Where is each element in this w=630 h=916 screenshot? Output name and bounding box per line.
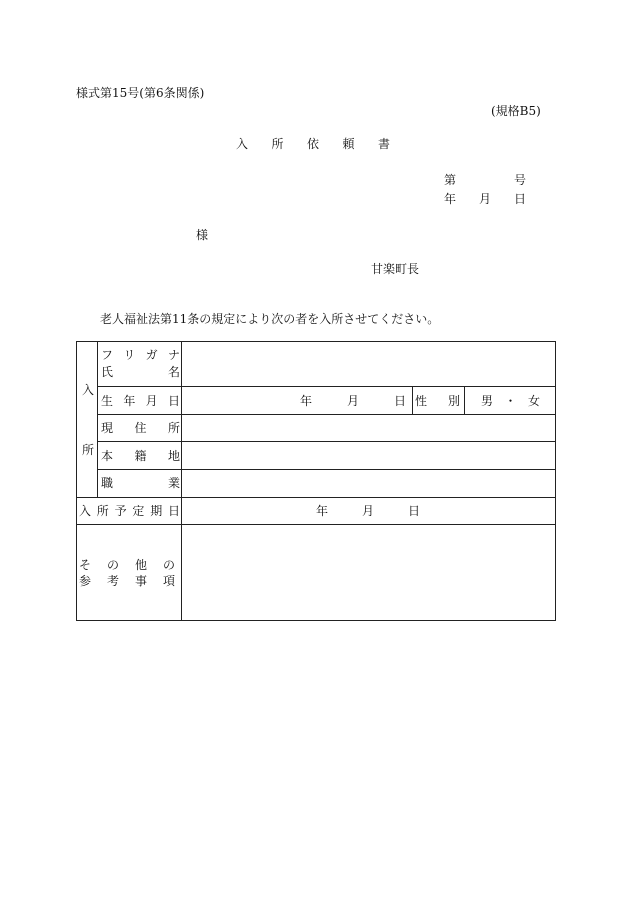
row-divider — [97, 386, 556, 387]
domicile-label: 本 籍 地 — [101, 449, 180, 463]
address-label: 現 住 所 — [101, 421, 180, 435]
addressee-suffix: 様 — [196, 228, 209, 242]
title-char: 依 — [306, 137, 319, 151]
date-month-unit: 月 — [478, 192, 491, 206]
row-divider — [97, 441, 556, 442]
occupation-label: 職 業 — [101, 476, 180, 490]
number-prefix: 第 — [444, 173, 457, 187]
furigana-field[interactable] — [183, 343, 554, 363]
row-divider — [76, 497, 556, 498]
document-number-line — [444, 173, 526, 187]
birthdate-units: 年 月 日 — [300, 394, 406, 408]
table-border-top — [76, 341, 556, 342]
document-title — [236, 137, 390, 151]
title-char: 所 — [271, 137, 284, 151]
remarks-label-line2: 参 考 事 項 — [79, 574, 175, 588]
form-size-label: (規格B5) — [491, 104, 541, 118]
form-style-label: 様式第15号(第6条関係) — [76, 86, 205, 100]
gender-divider — [412, 386, 413, 415]
row-divider — [97, 469, 556, 470]
section-label-char: 所 — [82, 443, 95, 457]
name-field[interactable] — [183, 364, 554, 385]
section-divider — [97, 341, 98, 497]
section-label-char: 入 — [82, 383, 95, 397]
domicile-field[interactable] — [183, 443, 554, 468]
admission-date-field[interactable] — [183, 499, 554, 523]
gender-separator: ・ — [504, 394, 517, 408]
date-day-unit: 日 — [513, 192, 526, 206]
number-suffix: 号 — [513, 173, 526, 187]
remarks-label-line1: そ の 他 の — [79, 558, 175, 572]
remarks-field[interactable] — [183, 526, 554, 619]
gender-divider — [464, 386, 465, 415]
title-char: 書 — [377, 137, 390, 151]
label-divider — [181, 341, 182, 621]
address-field[interactable] — [183, 416, 554, 440]
gender-option-male[interactable]: 男 — [481, 394, 494, 408]
table-border-right — [555, 341, 556, 621]
admission-date-units: 年 月 日 — [316, 504, 420, 518]
occupation-field[interactable] — [183, 471, 554, 496]
gender-options — [481, 394, 540, 408]
gender-label: 性 別 — [415, 394, 460, 408]
date-year-unit: 年 — [444, 192, 457, 206]
birthdate-field[interactable] — [183, 388, 411, 413]
title-char: 頼 — [342, 137, 355, 151]
furigana-label: フ リ ガ ナ — [101, 348, 180, 362]
row-divider — [97, 414, 556, 415]
sender-name: 甘楽町長 — [371, 262, 420, 276]
table-border-left — [76, 341, 77, 621]
document-date-line — [444, 192, 526, 206]
table-border-bottom — [76, 620, 556, 621]
gender-option-female[interactable]: 女 — [527, 394, 540, 408]
title-char: 入 — [236, 137, 249, 151]
intro-text: 老人福祉法第11条の規定により次の者を入所させてください。 — [100, 312, 440, 326]
birthdate-label: 生 年 月 日 — [101, 394, 180, 408]
row-divider — [76, 524, 556, 525]
name-label: 氏 名 — [101, 365, 180, 379]
admission-date-label: 入 所 予 定 期 日 — [79, 504, 180, 518]
